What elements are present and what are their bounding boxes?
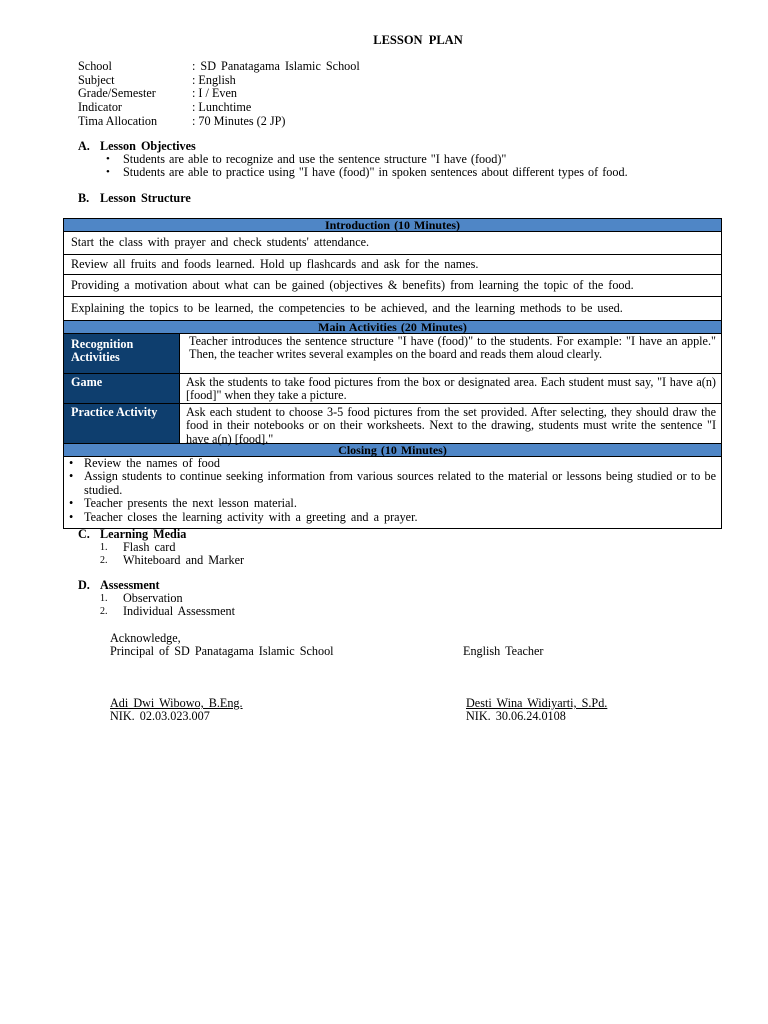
closing-list <box>64 457 721 528</box>
section-letter: C. <box>78 527 90 541</box>
teacher-title: English Teacher <box>463 644 544 658</box>
activity-text: Ask each student to choose 3-5 food pictures from the set provided. After selecting, they should draw the food in their notebooks or on their worksheets. Next to the drawing, students must write the sentence "I have a(n) [food]." <box>186 405 716 446</box>
section-title: Lesson Structure <box>100 191 191 205</box>
principal-name: Adi Dwi Wibowo, B.Eng. <box>110 696 243 710</box>
info-label: Tima Allocation <box>78 114 158 128</box>
list-item: • Teacher presents the next lesson material. <box>69 497 716 510</box>
activity-text: Ask the students to take food pictures from the box or designated area. Each student must say, "I have a(n) [food]" when they take a picture. <box>186 375 716 403</box>
info-row-indicator <box>78 101 360 115</box>
info-label: School <box>78 59 112 73</box>
school-info <box>78 60 360 129</box>
section-title: Learning Media <box>100 527 187 541</box>
assessment-list <box>100 592 235 618</box>
list-item <box>100 554 244 567</box>
activity-label: Game <box>64 374 180 403</box>
info-value: : SD Panatagama Islamic School <box>192 59 360 73</box>
table-row: Start the class with prayer and check students' attendance. <box>64 232 721 255</box>
list-item: • Review the names of food <box>69 457 716 470</box>
objectives-list <box>103 153 628 179</box>
lesson-structure-table <box>63 218 722 529</box>
info-row-grade <box>78 87 360 101</box>
acknowledge-text: Acknowledge, <box>110 631 181 645</box>
list-number: 2. <box>100 606 108 617</box>
section-title: Assessment <box>100 578 160 592</box>
info-value: : Lunchtime <box>192 99 252 114</box>
page-title: LESSON PLAN <box>373 33 463 47</box>
principal-title: Principal of SD Panatagama Islamic School <box>110 644 334 658</box>
section-letter: A. <box>78 139 90 153</box>
activity-row-game <box>64 374 721 404</box>
info-label: Subject <box>78 72 115 87</box>
section-b-heading <box>78 192 191 205</box>
table-row: Explaining the topics to be learned, the competencies to be achieved, and the learning methods to be used. <box>71 300 623 315</box>
info-row-time <box>78 115 360 129</box>
table-row: Review all fruits and foods learned. Hold up flashcards and ask for the names. <box>64 255 721 275</box>
list-text: Whiteboard and Marker <box>123 553 245 567</box>
list-text: Flash card <box>123 540 176 554</box>
list-item <box>100 605 235 618</box>
activity-text: Teacher introduces the sentence structure "I have (food)" to the students. For example: "I have an apple." Then, the teacher writes several examples on the board and reads them aloud clearly. <box>189 334 716 362</box>
closing-header: Closing (10 Minutes) <box>64 443 721 457</box>
section-letter: B. <box>78 191 90 205</box>
teacher-nik: NIK. 30.06.24.0108 <box>466 709 566 723</box>
table-row: Providing a motivation about what can be gained (objectives & benefits) from learning the topic of the food. <box>64 275 721 297</box>
info-value: : 70 Minutes (2 JP) <box>192 114 286 128</box>
list-item: • Students are able to practice using "I have (food)" in spoken sentences about different types of food. <box>103 166 628 179</box>
list-number: 1. <box>100 593 108 604</box>
list-item: • Students are able to recognize and use the sentence structure "I have (food)" <box>103 153 628 166</box>
info-value: : I / Even <box>192 86 238 100</box>
info-row-subject <box>78 74 360 88</box>
list-item: • Teacher closes the learning activity with a greeting and a prayer. <box>69 511 716 524</box>
activity-label: Recognition Activities <box>64 334 180 373</box>
teacher-name: Desti Wina Widiyarti, S.Pd. <box>466 696 608 710</box>
info-label: Grade/Semester <box>78 86 156 100</box>
activity-row-recognition <box>64 334 721 374</box>
list-text: Observation <box>123 591 183 605</box>
activity-row-practice <box>64 404 721 446</box>
info-row-school <box>78 60 360 74</box>
intro-header: Introduction (10 Minutes) <box>64 219 721 232</box>
list-item: • Assign students to continue seeking information from various sources related to the material or lessons being studied or to be studied. <box>69 470 716 497</box>
list-text: Individual Assessment <box>123 604 236 618</box>
info-label: Indicator <box>78 99 122 114</box>
list-number: 1. <box>100 542 108 553</box>
media-list <box>100 541 244 567</box>
info-value: : English <box>192 72 236 87</box>
section-letter: D. <box>78 578 90 592</box>
main-activities-header: Main Activities (20 Minutes) <box>64 320 721 334</box>
activity-label: Practice Activity <box>64 404 180 443</box>
section-title: Lesson Objectives <box>100 139 196 153</box>
principal-nik: NIK. 02.03.023.007 <box>110 709 210 723</box>
list-number: 2. <box>100 555 108 566</box>
